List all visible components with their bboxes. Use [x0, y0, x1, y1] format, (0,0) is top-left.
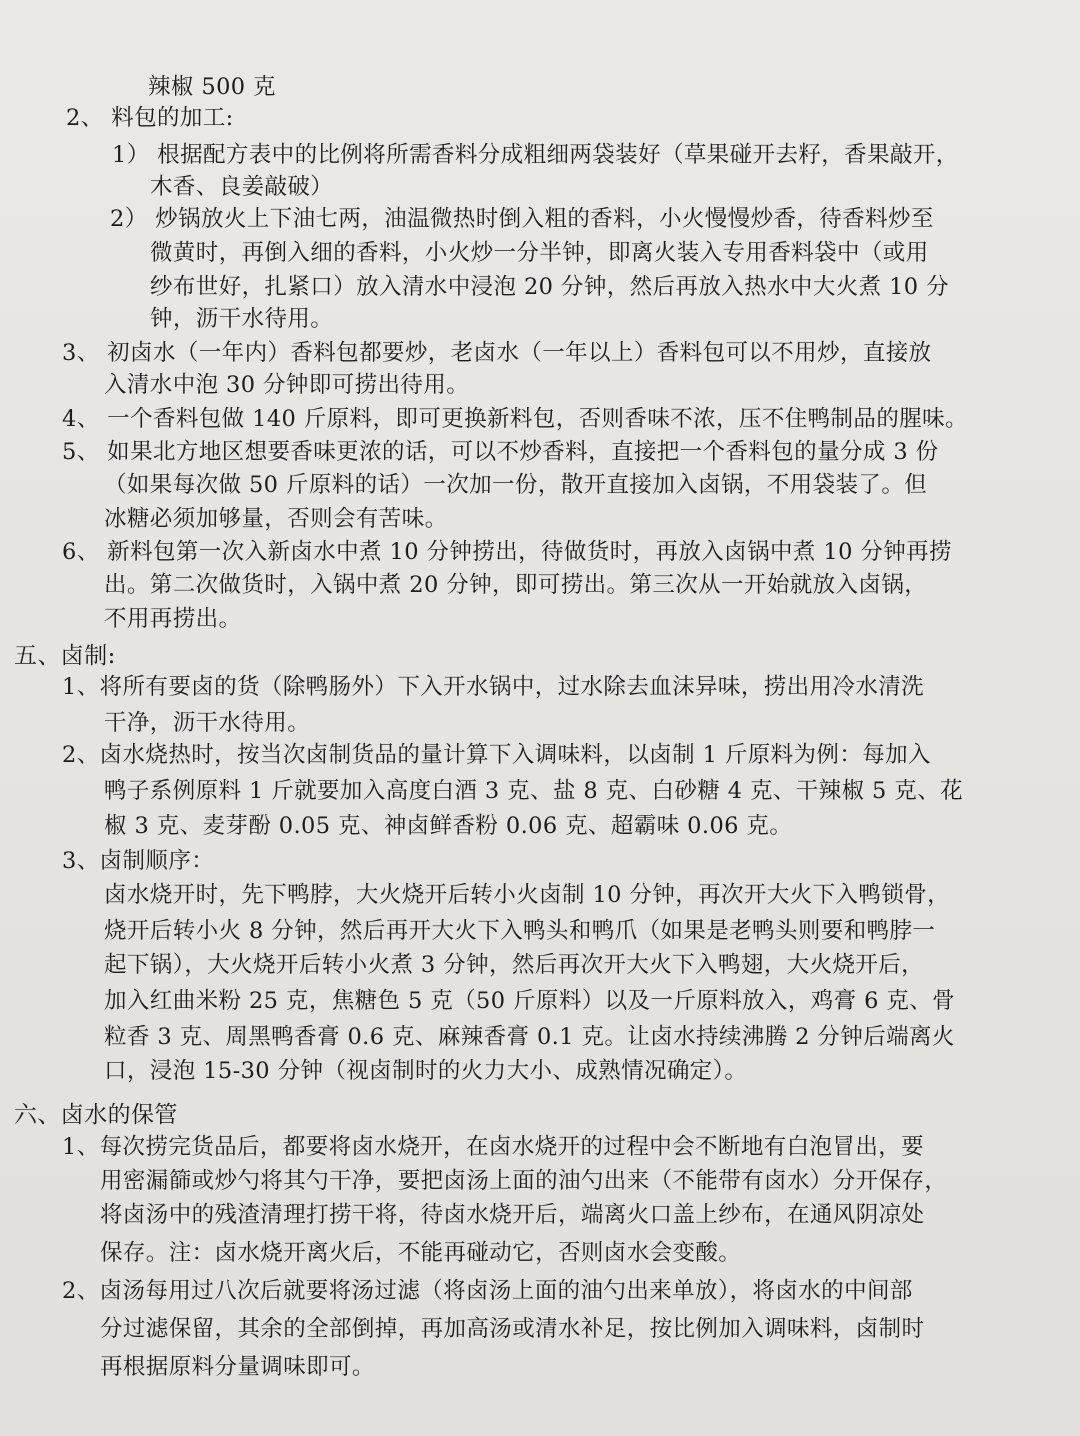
text-line: 2） 炒锅放火上下油七两，油温微热时倒入粗的香料，小火慢慢炒香，待香料炒至: [110, 206, 934, 232]
text-line: 起下锅），大火烧开后转小火煮 3 分钟，然后再次开大火下入鸭翅，大火烧开后，: [104, 952, 925, 978]
text-line: 粒香 3 克、周黑鸭香膏 0.6 克、麻辣香膏 0.1 克。让卤水持续沸腾 2 分钟后端离火: [104, 1024, 955, 1050]
text-line: 鸭子系例原料 1 斤就要加入高度白酒 3 克、盐 8 克、白砂糖 4 克、干辣椒 5 克、花: [104, 778, 963, 804]
text-line: 干净，沥干水待用。: [104, 710, 311, 736]
text-line: 椒 3 克、麦芽酚 0.05 克、神卤鲜香粉 0.06 克、超霸味 0.06 克。: [104, 813, 793, 839]
text-line: 钟，沥干水待用。: [150, 306, 334, 332]
text-line: 再根据原料分量调味即可。: [100, 1354, 375, 1380]
text-line: 不用再捞出。: [104, 606, 242, 632]
text-line: 出。第二次做货时，入锅中煮 20 分钟，即可捞出。第三次从一开始就放入卤锅，: [104, 572, 928, 598]
text-line: 2、 料包的加工:: [66, 105, 234, 131]
text-line: 木香、良姜敲破）: [150, 174, 334, 200]
text-line: 口，浸泡 15-30 分钟（视卤制时的火力大小、成熟情况确定）。: [104, 1058, 748, 1084]
text-line: 卤水烧开时，先下鸭脖，大火烧开后转小火卤制 10 分钟，再次开大火下入鸭锁骨，: [104, 882, 951, 908]
text-line: 将卤汤中的残渣清理打捞干将，待卤水烧开后，端离火口盖上纱布，在通风阴凉处: [100, 1202, 925, 1228]
text-line: 2、卤汤每用过八次后就要将汤过滤（将卤汤上面的油勺出来单放），将卤水的中间部: [62, 1278, 913, 1304]
text-line: 1、将所有要卤的货（除鸭肠外）下入开水锅中，过水除去血沫异味，捞出用冷水清洗: [62, 674, 925, 700]
text-line: 微黄时，再倒入细的香料，小火炒一分半钟，即离火装入专用香料袋中（或用: [150, 240, 929, 266]
text-line: 6、 新料包第一次入新卤水中煮 10 分钟捞出，待做货时，再放入卤锅中煮 10 分钟再捞: [62, 539, 952, 565]
text-line: 入清水中泡 30 分钟即可捞出待用。: [104, 372, 470, 398]
text-line: 1） 根据配方表中的比例将所需香料分成粗细两袋装好（草果碰开去籽，香果敲开，: [112, 142, 959, 168]
text-line: 3、卤制顺序：: [62, 848, 215, 874]
text-line: 用密漏篩或炒勺将其勺干净，要把卤汤上面的油勺出来（不能带有卤水）分开保存，: [100, 1168, 948, 1194]
text-line: 烧开后转小火 8 分钟，然后再开大火下入鸭头和鸭爪（如果是老鸭头则要和鸭脖一: [104, 918, 936, 944]
text-line: 加入红曲米粉 25 克，焦糖色 5 克（50 斤原料）以及一斤原料放入，鸡膏 6 克、骨: [104, 988, 956, 1014]
text-line: 纱布世好，扎紧口）放入清水中浸泡 20 分钟，然后再放入热水中大火煮 10 分: [150, 274, 949, 300]
text-line: 分过滤保留，其余的全部倒掉，再加高汤或清水补足，按比例加入调味料，卤制时: [100, 1316, 925, 1342]
text-line: 保存。注：卤水烧开离火后，不能再碰动它，否则卤水会变酸。: [100, 1240, 742, 1266]
text-line: 3、 初卤水（一年内）香料包都要炒，老卤水（一年以上）香料包可以不用炒，直接放: [62, 340, 932, 366]
text-line: 冰糖必须加够量，否则会有苦味。: [104, 506, 448, 532]
text-line: 1、每次捞完货品后，都要将卤水烧开，在卤水烧开的过程中会不断地有白泡冒出，要: [62, 1134, 925, 1160]
text-line: （如果每次做 50 斤原料的话）一次加一份，散开直接加入卤锅，不用袋装了。但: [104, 472, 928, 498]
text-line: 辣椒 500 克: [148, 74, 276, 100]
text-line: 2、卤水烧热时，按当次卤制货品的量计算下入调味料，以卤制 1 斤原料为例：每加入: [62, 742, 931, 768]
text-line: 5、 如果北方地区想要香味更浓的话，可以不炒香料，直接把一个香料包的量分成 3 份: [62, 439, 939, 465]
section-heading: 五、卤制:: [14, 643, 116, 669]
section-heading: 六、卤水的保管: [14, 1102, 178, 1128]
text-line: 4、 一个香料包做 140 斤原料，即可更换新料包，否则香味不浓，压不住鸭制品的腥味。: [62, 406, 968, 432]
